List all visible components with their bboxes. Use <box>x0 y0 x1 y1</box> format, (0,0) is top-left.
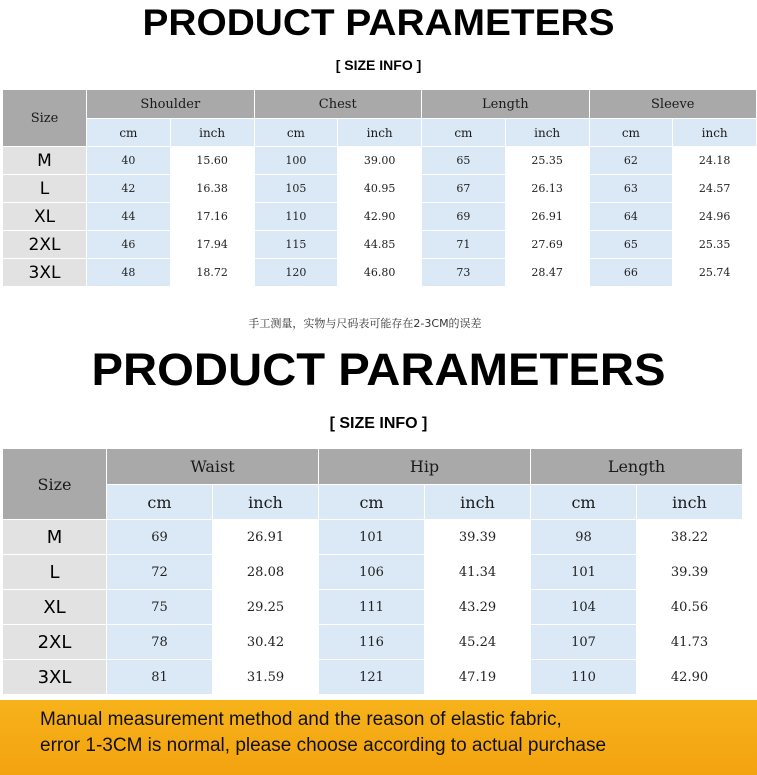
group-header-length: Length <box>422 90 590 119</box>
unit-header: inch <box>170 119 254 147</box>
value-cell: 66 <box>589 259 673 287</box>
value-cell: 45.24 <box>425 625 531 660</box>
value-cell: 107 <box>531 625 637 660</box>
value-cell: 39.39 <box>425 520 531 555</box>
value-cell: 16.38 <box>170 175 254 203</box>
table-row <box>3 625 743 660</box>
value-cell: 39.39 <box>637 555 743 590</box>
value-cell: 63 <box>589 175 673 203</box>
value-cell: 101 <box>319 520 425 555</box>
table-row <box>3 203 757 231</box>
value-cell: 42 <box>87 175 171 203</box>
value-cell: 72 <box>107 555 213 590</box>
value-cell: 48 <box>87 259 171 287</box>
value-cell: 120 <box>254 259 338 287</box>
value-cell: 26.13 <box>505 175 589 203</box>
size-cell: 2XL <box>3 231 87 259</box>
value-cell: 24.57 <box>673 175 757 203</box>
unit-header: inch <box>505 119 589 147</box>
table-row <box>3 590 743 625</box>
value-cell: 27.69 <box>505 231 589 259</box>
value-cell: 69 <box>422 203 506 231</box>
size-cell: 3XL <box>3 259 87 287</box>
value-cell: 65 <box>422 147 506 175</box>
value-cell: 40.95 <box>338 175 422 203</box>
value-cell: 44 <box>87 203 171 231</box>
value-cell: 40 <box>87 147 171 175</box>
table-row <box>3 259 757 287</box>
value-cell: 17.16 <box>170 203 254 231</box>
unit-header: inch <box>637 485 743 520</box>
size-cell: 2XL <box>3 625 107 660</box>
unit-header: cm <box>87 119 171 147</box>
value-cell: 110 <box>254 203 338 231</box>
value-cell: 15.60 <box>170 147 254 175</box>
value-cell: 30.42 <box>213 625 319 660</box>
value-cell: 111 <box>319 590 425 625</box>
size-cell: M <box>3 520 107 555</box>
value-cell: 39.00 <box>338 147 422 175</box>
top-title: PRODUCT PARAMETERS <box>142 2 615 43</box>
value-cell: 25.35 <box>673 231 757 259</box>
value-cell: 46.80 <box>338 259 422 287</box>
value-cell: 121 <box>319 660 425 695</box>
unit-header: inch <box>673 119 757 147</box>
group-header-hip: Hip <box>319 449 531 485</box>
value-cell: 71 <box>422 231 506 259</box>
value-cell: 100 <box>254 147 338 175</box>
value-cell: 65 <box>589 231 673 259</box>
unit-header: cm <box>589 119 673 147</box>
unit-header: cm <box>422 119 506 147</box>
value-cell: 115 <box>254 231 338 259</box>
bottom-title: PRODUCT PARAMETERS <box>91 344 666 395</box>
value-cell: 75 <box>107 590 213 625</box>
value-cell: 25.74 <box>673 259 757 287</box>
value-cell: 24.96 <box>673 203 757 231</box>
group-header-length: Length <box>531 449 743 485</box>
size-cell: XL <box>3 590 107 625</box>
size-cell: M <box>3 147 87 175</box>
value-cell: 42.90 <box>637 660 743 695</box>
size-header: Size <box>3 90 87 147</box>
value-cell: 31.59 <box>213 660 319 695</box>
value-cell: 40.56 <box>637 590 743 625</box>
table-row <box>3 175 757 203</box>
value-cell: 64 <box>589 203 673 231</box>
size-cell: 3XL <box>3 660 107 695</box>
value-cell: 104 <box>531 590 637 625</box>
value-cell: 24.18 <box>673 147 757 175</box>
table-row <box>3 555 743 590</box>
value-cell: 101 <box>531 555 637 590</box>
value-cell: 28.47 <box>505 259 589 287</box>
value-cell: 67 <box>422 175 506 203</box>
group-header-shoulder: Shoulder <box>87 90 255 119</box>
value-cell: 25.35 <box>505 147 589 175</box>
value-cell: 116 <box>319 625 425 660</box>
size-cell: XL <box>3 203 87 231</box>
value-cell: 17.94 <box>170 231 254 259</box>
value-cell: 78 <box>107 625 213 660</box>
group-header-waist: Waist <box>107 449 319 485</box>
value-cell: 26.91 <box>505 203 589 231</box>
unit-header: inch <box>338 119 422 147</box>
top-subtitle: [ SIZE INFO ] <box>335 57 422 73</box>
table-row <box>3 660 743 695</box>
value-cell: 69 <box>107 520 213 555</box>
value-cell: 18.72 <box>170 259 254 287</box>
value-cell: 105 <box>254 175 338 203</box>
value-cell: 41.73 <box>637 625 743 660</box>
value-cell: 106 <box>319 555 425 590</box>
unit-header: cm <box>107 485 213 520</box>
value-cell: 73 <box>422 259 506 287</box>
unit-header: cm <box>254 119 338 147</box>
value-cell: 28.08 <box>213 555 319 590</box>
value-cell: 46 <box>87 231 171 259</box>
size-cell: L <box>3 555 107 590</box>
measurement-note-cn: 手工测量，实物与尺码表可能存在2-3CM的误差 <box>248 317 482 330</box>
table-row <box>3 147 757 175</box>
value-cell: 29.25 <box>213 590 319 625</box>
size-header: Size <box>3 449 107 520</box>
banner-line-1: Manual measurement method and the reason of elastic fabric, <box>40 709 562 730</box>
value-cell: 43.29 <box>425 590 531 625</box>
unit-header: inch <box>213 485 319 520</box>
value-cell: 81 <box>107 660 213 695</box>
group-header-chest: Chest <box>254 90 422 119</box>
bottom-subtitle: [ SIZE INFO ] <box>329 415 428 432</box>
value-cell: 38.22 <box>637 520 743 555</box>
value-cell: 44.85 <box>338 231 422 259</box>
value-cell: 62 <box>589 147 673 175</box>
measurement-note-banner <box>0 700 757 775</box>
bottom-size-table <box>2 448 743 695</box>
value-cell: 41.34 <box>425 555 531 590</box>
unit-header: cm <box>531 485 637 520</box>
table-row <box>3 231 757 259</box>
value-cell: 42.90 <box>338 203 422 231</box>
top-size-table <box>2 89 757 287</box>
unit-header: cm <box>319 485 425 520</box>
group-header-sleeve: Sleeve <box>589 90 757 119</box>
value-cell: 47.19 <box>425 660 531 695</box>
value-cell: 26.91 <box>213 520 319 555</box>
size-cell: L <box>3 175 87 203</box>
value-cell: 110 <box>531 660 637 695</box>
value-cell: 98 <box>531 520 637 555</box>
unit-header: inch <box>425 485 531 520</box>
table-row <box>3 520 743 555</box>
banner-line-2: error 1-3CM is normal, please choose according to actual purchase <box>40 735 607 756</box>
